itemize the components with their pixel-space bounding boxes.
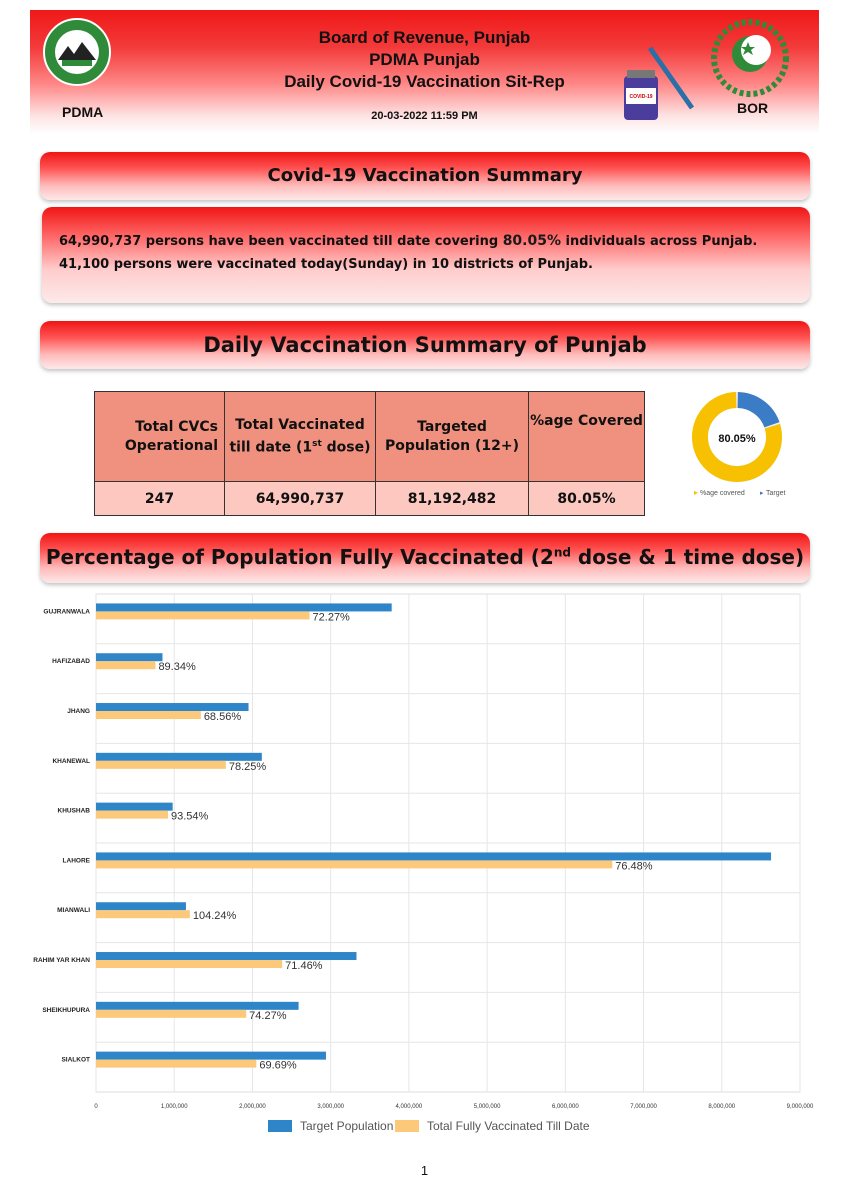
vaccine-vial-icon — [620, 38, 700, 124]
category-label: JHANG — [67, 708, 90, 716]
donut-legend-target: Target — [766, 490, 786, 497]
summary-line1-pct: 80.05% — [502, 233, 561, 249]
header-pct-covered: %age Covered — [529, 392, 645, 482]
value-targeted-population: 81,192,482 — [376, 482, 529, 516]
header-vacc-line2a: till date (1 — [229, 439, 313, 456]
daily-banner-title: Daily Vaccination Summary of Punjab — [203, 333, 647, 357]
x-tick-label: 2,000,000 — [239, 1104, 266, 1110]
donut-center-label: 80.05% — [718, 433, 756, 445]
data-label-percentage: 76.48% — [615, 860, 653, 873]
table-header-row — [95, 392, 645, 482]
category-label: SIALKOT — [61, 1056, 90, 1064]
donut-legend-covered: %age covered — [700, 490, 745, 497]
summary-line1-post: individuals across Punjab. — [561, 234, 758, 249]
header-target-line2: Population (12+) — [384, 437, 520, 454]
pdma-logo-label: PDMA — [62, 104, 104, 120]
bar-fully-vaccinated — [96, 761, 226, 769]
summary-banner — [40, 152, 810, 200]
category-label: MIANWALI — [57, 907, 90, 915]
bar-target-population — [96, 803, 173, 811]
header-total-cvcs — [95, 392, 225, 482]
legend-swatch-fully-vaccinated — [395, 1120, 419, 1132]
fully-banner-sup: nd — [553, 545, 571, 560]
data-label-percentage: 68.56% — [203, 711, 242, 724]
data-label-percentage: 69.69% — [259, 1059, 297, 1072]
bar-target-population — [96, 703, 249, 711]
bar-target-population — [96, 653, 162, 661]
bar-fully-vaccinated — [96, 1010, 246, 1018]
header-vacc-line1: Total Vaccinated — [235, 416, 365, 433]
data-label-percentage: 74.27% — [249, 1009, 287, 1022]
bar-fully-vaccinated — [96, 860, 612, 868]
header-title-line3: Daily Covid-19 Vaccination Sit-Rep — [284, 72, 565, 91]
x-tick-label: 7,000,000 — [630, 1104, 657, 1110]
legend-label-fully-vaccinated: Total Fully Vaccinated Till Date — [427, 1119, 590, 1133]
page-number: 1 — [420, 1163, 429, 1178]
data-label-percentage: 93.54% — [170, 810, 209, 823]
fully-vaccinated-banner-title — [40, 545, 810, 569]
value-pct-covered: 80.05% — [529, 482, 645, 516]
legend-target-marker: ▸ — [760, 490, 764, 497]
summary-line-1 — [59, 233, 757, 249]
legend-covered-marker: ▸ — [694, 488, 699, 497]
vaccination-stats-table — [94, 391, 645, 516]
bar-target-population — [96, 603, 392, 611]
summary-line1-pre: 64,990,737 persons have been vaccinated till date covering — [59, 234, 503, 249]
value-total-cvcs: 247 — [95, 482, 225, 516]
bar-target-population — [96, 952, 356, 960]
bar-target-population — [96, 902, 186, 910]
category-label: HAFIZABAD — [52, 658, 90, 666]
category-label: GUJRANWALA — [43, 608, 90, 616]
bar-fully-vaccinated — [96, 711, 201, 719]
summary-text-box — [42, 207, 810, 303]
data-label-percentage: 71.46% — [285, 960, 323, 973]
x-tick-label: 5,000,000 — [473, 1104, 501, 1110]
summary-line-2: 41,100 persons were vaccinated today(Sunday) in 10 districts of Punjab. — [59, 257, 593, 272]
data-label-percentage: 104.24% — [192, 910, 237, 923]
x-tick-label: 1,000,000 — [160, 1104, 188, 1110]
value-total-vaccinated: 64,990,737 — [225, 482, 376, 516]
x-tick-label: 8,000,000 — [708, 1104, 736, 1110]
data-label-percentage: 78.25% — [228, 760, 267, 773]
report-header — [30, 10, 819, 134]
bor-logo-label: BOR — [737, 100, 769, 116]
data-label-percentage: 72.27% — [312, 611, 350, 624]
category-label: KHANEWAL — [52, 757, 90, 765]
bar-fully-vaccinated — [96, 960, 282, 968]
daily-banner — [40, 321, 810, 369]
header-title-line1: Board of Revenue, Punjab — [318, 28, 531, 47]
bar-target-population — [96, 1052, 326, 1060]
category-label: SHEIKHUPURA — [42, 1006, 90, 1014]
x-tick-label: 6,000,000 — [551, 1104, 579, 1110]
header-cvc-line2: Operational — [124, 437, 218, 454]
coverage-donut-chart — [690, 390, 795, 502]
fully-banner-post: dose & 1 time dose) — [570, 545, 805, 569]
header-vacc-sup: st — [312, 438, 322, 449]
bar-target-population — [96, 852, 771, 860]
x-tick-label: 9,000,000 — [786, 1104, 814, 1110]
bor-logo-icon — [710, 18, 790, 100]
header-target-line1: Targeted — [417, 418, 487, 435]
summary-banner-title: Covid-19 Vaccination Summary — [267, 165, 583, 186]
bar-fully-vaccinated — [96, 811, 168, 819]
bar-target-population — [96, 1002, 299, 1010]
category-label: LAHORE — [62, 857, 90, 865]
legend-label-target: Target Population — [300, 1119, 394, 1133]
category-label: RAHIM YAR KHAN — [33, 957, 90, 965]
header-title-line2: PDMA Punjab — [369, 50, 480, 69]
bar-fully-vaccinated — [96, 910, 190, 918]
header-vacc-line2b: dose) — [321, 439, 371, 456]
fully-banner-pre: Percentage of Population Fully Vaccinated (2 — [45, 545, 554, 569]
bar-fully-vaccinated — [96, 1060, 256, 1068]
bar-fully-vaccinated — [96, 611, 310, 619]
header-cvc-line1: Total CVCs — [135, 418, 218, 435]
data-label-percentage: 89.34% — [158, 661, 196, 674]
header-targeted-population — [376, 392, 529, 482]
donut-target-slice — [738, 400, 772, 425]
bar-target-population — [96, 753, 262, 761]
legend-swatch-target — [268, 1120, 292, 1132]
vial-label: COVID-19 — [629, 94, 653, 100]
district-bar-chart — [0, 590, 849, 1155]
report-date: 20-03-2022 11:59 PM — [371, 110, 478, 122]
bar-fully-vaccinated — [96, 661, 155, 669]
table-row — [95, 482, 645, 516]
x-tick-label: 4,000,000 — [395, 1104, 423, 1110]
x-tick-label: 0 — [94, 1104, 98, 1110]
x-tick-label: 3,000,000 — [317, 1104, 345, 1110]
header-total-vaccinated — [225, 392, 376, 482]
category-label: KHUSHAB — [57, 807, 90, 815]
fully-vaccinated-banner — [40, 533, 810, 583]
